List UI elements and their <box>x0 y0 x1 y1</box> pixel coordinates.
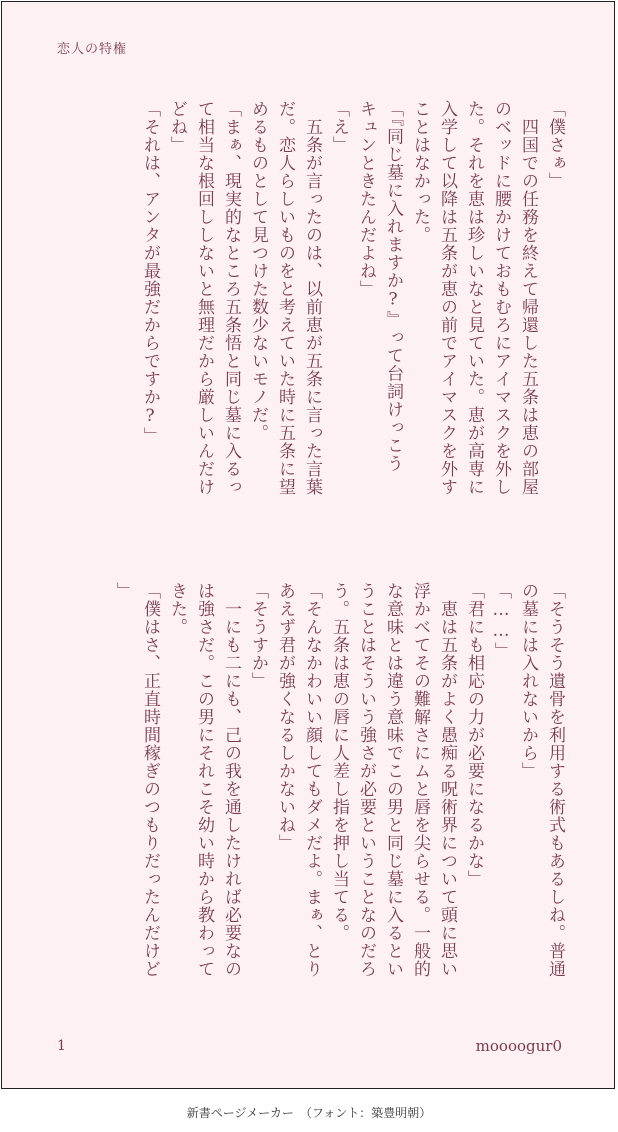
text-line: 「まぁ、現実的なところ五条悟と同じ墓に入るっ <box>221 100 241 496</box>
text-line: キュンときたんだよね」 <box>356 100 376 298</box>
text-line: 「それは、アンタが最強だからですか?」 <box>140 100 160 445</box>
text-line: 四国での任務を終えて帰還した五条は恵の部屋 <box>518 100 538 496</box>
book-page <box>1 1 615 1089</box>
text-line: な意味とは違う意味でこの男と同じ墓に入るとい <box>383 582 403 978</box>
text-line: のベッドに腰かけておもむろにアイマスクを外し <box>491 100 511 496</box>
text-block-bottom <box>109 582 568 1022</box>
text-line: あえず君が強くなるしかないね」 <box>275 582 295 852</box>
text-line: どね」 <box>167 100 187 154</box>
text-line: 入学して以降は五条が恵の前でアイマスクを外す <box>437 100 457 496</box>
text-line: 」 <box>113 582 133 600</box>
author-name: moooogur0 <box>475 1037 562 1055</box>
text-line: 「僕はさ、正直時間稼ぎのつもりだったんだけど <box>140 582 160 978</box>
text-block-top <box>136 100 568 540</box>
text-line: 「僕さぁ」 <box>545 100 565 190</box>
text-line: 「そんなかわいい顔してもダメだよ。まぁ、とり <box>302 582 322 978</box>
text-line: めるものとして見つけた数少ないモノだ。 <box>248 100 268 442</box>
text-line: きた。 <box>167 582 187 636</box>
footer-credit: 新書ページメーカー （フォント：築豊明朝） <box>186 1106 432 1120</box>
page-title: 恋人の特権 <box>57 42 128 57</box>
text-line: だ。恋人らしいものをと考えていた時に五条に望 <box>275 100 295 496</box>
text-line: 五条が言ったのは、以前恵が五条に言った言葉 <box>302 100 322 496</box>
text-line: 恵は五条がよく愚痴る呪術界について頭に思い <box>437 582 457 978</box>
text-line: 「そうそう遺骨を利用する術式もあるしね。普通 <box>545 582 565 978</box>
text-line: の墓には入れないから」 <box>518 582 538 780</box>
text-line: 浮かべてその難解さにムと唇を尖らせる。一般的 <box>410 582 430 978</box>
text-line: ことはなかった。 <box>410 100 430 244</box>
text-line: 「……」 <box>491 582 511 660</box>
text-line: 一にも二にも、己の我を通したければ必要なの <box>221 582 241 978</box>
page-number: 1 <box>57 1038 66 1054</box>
text-line: 「君にも相応の力が必要になるかな」 <box>464 582 484 888</box>
text-line: は強さだ。この男にそれこそ幼い時から教わって <box>194 582 214 978</box>
text-line: 「そうすか」 <box>248 582 268 690</box>
text-line: 「え」 <box>329 100 349 154</box>
text-line: うことはそういう強さが必要ということなのだろ <box>356 582 376 978</box>
text-line: て相当な根回ししないと無理だから厳しいんだけ <box>194 100 214 496</box>
text-line: た。それを恵は珍しいなと見ていた。恵が高専に <box>464 100 484 496</box>
text-line: う。五条は恵の唇に人差し指を押し当てる。 <box>329 582 349 942</box>
text-line: 「『同じ墓に入れますか?』って台詞けっこう <box>383 100 403 473</box>
